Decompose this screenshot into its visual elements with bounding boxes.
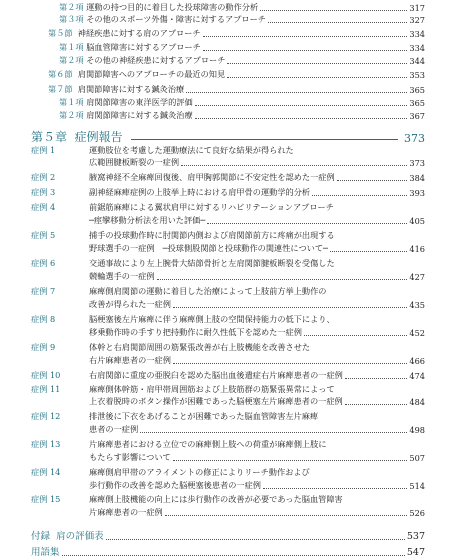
toc-entry-title: その他の神経疾患に対するアプローチ xyxy=(86,55,226,65)
case-page: 393 xyxy=(409,188,425,198)
toc-entry[interactable] xyxy=(59,2,425,13)
toc-entry-title: 肩関節障害に対する鍼灸治療 xyxy=(86,110,193,120)
case-line: 排泄後に下衣をあげることが困難であった脳血管障害左片麻痺 xyxy=(89,411,319,421)
toc-entry[interactable] xyxy=(59,14,425,25)
leader-dots xyxy=(181,165,407,166)
case-line-last: 野球選手の一症例 ─投球側股関節と投球動作の関連性について─ xyxy=(89,243,328,253)
case-line-last: 改善が得られた一症例 xyxy=(89,299,171,309)
case-label: 症例 2 xyxy=(31,172,56,182)
case-line-last: 上衣着脱時のボタン操作が困難であった脳梗塞左片麻痺患者の一症例 xyxy=(89,396,343,406)
case-label: 症例 5 xyxy=(31,230,56,240)
glossary-label: 用語集 xyxy=(31,547,60,558)
toc-entry-title: 神経疾患に対する肩のアプローチ xyxy=(77,28,201,38)
case-page: 435 xyxy=(409,300,425,310)
case-line-last: 広範囲腱板断裂の一症例 xyxy=(89,157,180,167)
case-line: 麻痺側肩甲帯のアライメントの修正によりリーチ動作および xyxy=(89,467,310,477)
case-line: 脳梗塞後左片麻痺に伴う麻痺側上肢の空間保持能力の低下により、 xyxy=(89,314,335,324)
leader-dots xyxy=(337,180,408,181)
case-label: 症例 9 xyxy=(31,342,56,352)
case-page: 474 xyxy=(409,371,425,381)
case-page: 452 xyxy=(409,328,425,338)
case-line-last: ─痙攣移動分析法を用いた評価─ xyxy=(89,215,206,225)
leader-dots xyxy=(165,515,408,516)
leader-dots xyxy=(312,195,407,196)
case-page: 384 xyxy=(409,173,425,183)
case-line-last: 右肩関節に重度の亜脱臼を認めた脳出血後遺症右片麻痺患者の一症例 xyxy=(89,370,343,380)
toc-entry-label: 第２項 xyxy=(59,110,84,120)
case-line: 体幹と右肩関節周囲の筋緊張改善が右上肢機能を改善させた xyxy=(89,342,311,352)
leader-dots xyxy=(345,378,408,379)
toc-entry[interactable] xyxy=(59,110,425,121)
toc-entry-title: 運動の持つ目的に着目した投球障害の動作分析 xyxy=(86,2,259,12)
case-label: 症例 4 xyxy=(31,202,56,212)
toc-entry-title: 肩関節障害へのアプローチの最近の知見 xyxy=(77,69,226,79)
case-line: 前鋸筋麻痺による翼状肩甲に対するリハビリテーションアプローチ xyxy=(89,202,334,212)
leader-dots xyxy=(173,307,407,308)
case-label: 症例 8 xyxy=(31,314,56,324)
leader-dots xyxy=(106,539,405,540)
leader-dots xyxy=(173,460,408,461)
leader-dots xyxy=(140,432,407,433)
case-label: 症例 7 xyxy=(31,286,56,296)
toc-entry-label: 第５節 xyxy=(48,28,73,38)
case-label: 症例 11 xyxy=(31,384,61,394)
leader-dots xyxy=(207,223,407,224)
appendix-title: 肩の評価表 xyxy=(56,531,104,542)
glossary-page: 547 xyxy=(406,547,425,558)
leader-dots xyxy=(157,279,408,280)
toc-entry-title: 脳血管障害に対するアプローチ xyxy=(86,42,201,52)
toc-entry-page: 365 xyxy=(409,98,425,108)
toc-entry-label: 第６節 xyxy=(48,69,73,79)
toc-entry-title: その他のスポーツ外傷・障害に対するアプローチ xyxy=(86,14,266,24)
case-page: 466 xyxy=(409,356,425,366)
toc-entry-label: 第１項 xyxy=(59,42,84,52)
case-label: 症例 1 xyxy=(31,145,56,155)
case-line: 片麻痺患者における立位での麻痺側上肢への荷重が麻痺側上肢に xyxy=(89,439,327,449)
chapter-label: 第５章 xyxy=(31,130,68,144)
chapter-title: 症例報告 xyxy=(74,130,123,144)
leader-dots xyxy=(195,105,408,106)
case-line: 交通事故により左上腕骨大結節骨折と左肩関節腱板断裂を受傷した xyxy=(89,258,335,268)
case-line-last: 患者の一症例 xyxy=(89,424,139,434)
toc-entry-label: 第３項 xyxy=(59,14,84,24)
toc-entry[interactable] xyxy=(59,55,425,66)
case-line: 麻痺側体幹筋・肩甲帯周囲筋および上肢筋群の筋緊張異常によって xyxy=(89,384,335,394)
leader-dots xyxy=(263,488,407,489)
leader-dots xyxy=(62,555,405,556)
toc-entry[interactable] xyxy=(48,84,425,95)
case-line-last: 右片麻痺患者の一症例 xyxy=(89,355,171,365)
appendix-entry[interactable] xyxy=(31,528,425,542)
case-page: 405 xyxy=(409,216,425,226)
leader-dots xyxy=(195,118,408,119)
case-page: 484 xyxy=(409,397,425,407)
toc-entry-page: 344 xyxy=(409,56,425,66)
toc-entry-page: 334 xyxy=(409,29,425,39)
toc-entry-page: 317 xyxy=(409,3,425,13)
chapter-page: 373 xyxy=(404,132,425,145)
toc-entry-title: 肩関節障害の東洋医学的評価 xyxy=(86,97,193,107)
toc-entry-title: 肩関節障害に対する鍼灸治療 xyxy=(77,84,185,94)
leader-dots xyxy=(345,404,408,405)
case-label: 症例 12 xyxy=(31,411,61,421)
toc-entry-label: 第２項 xyxy=(59,55,84,65)
case-line-last: 片麻痺患者の一症例 xyxy=(89,507,163,517)
toc-entry-page: 365 xyxy=(409,85,425,95)
glossary-entry[interactable] xyxy=(31,544,425,558)
toc-entry-page: 353 xyxy=(409,70,425,80)
leader-dots xyxy=(330,251,407,252)
case-line: 麻痺側上肢機能の向上には歩行動作の改善が必要であった脳血管障害 xyxy=(89,494,343,504)
toc-entry-page: 367 xyxy=(409,111,425,121)
toc-entry[interactable] xyxy=(48,69,425,80)
case-page: 507 xyxy=(409,453,425,463)
case-page: 526 xyxy=(409,508,425,518)
appendix-page: 537 xyxy=(406,531,425,542)
case-page: 427 xyxy=(409,272,425,282)
appendix-label: 付録 xyxy=(31,531,51,542)
leader-dots xyxy=(227,63,407,64)
chapter-heading[interactable] xyxy=(31,128,425,145)
toc-entry-page: 327 xyxy=(409,15,425,25)
case-page: 514 xyxy=(409,481,425,491)
case-line-last: 副神経麻痺症例の上肢挙上時における肩甲骨の運動学的分析 xyxy=(89,187,311,197)
toc-entry[interactable] xyxy=(59,42,425,53)
toc-entry-label: 第１項 xyxy=(59,97,84,107)
toc-entry-label: 第２項 xyxy=(59,2,84,12)
case-page: 373 xyxy=(409,158,425,168)
leader-dots xyxy=(186,92,407,93)
case-line: 運動肢位を考慮した運動療法にて良好な結果が得られた xyxy=(89,145,294,155)
leader-dots xyxy=(304,335,407,336)
toc-entry[interactable] xyxy=(59,97,425,108)
case-line-last: 腋窩神経不全麻痺回復後、肩甲胸郭関節に不安定性を認めた一症例 xyxy=(89,172,335,182)
case-label: 症例 10 xyxy=(31,370,61,380)
case-line-last: 歩行動作の改善を認めた脳梗塞後患者の一症例 xyxy=(89,480,261,490)
chapter-rule xyxy=(131,139,398,140)
case-line: 捕手の投球動作時に肘関節内側および肩関節前方に疼痛が出現する xyxy=(89,230,335,240)
case-line-last: 競輪選手の一症例 xyxy=(89,271,155,281)
toc-entry[interactable] xyxy=(48,28,425,39)
case-line: 麻痺側肩関節の運動に着目した治療によって上肢前方挙上動作の xyxy=(89,286,327,296)
case-label: 症例 3 xyxy=(31,187,56,197)
case-label: 症例 15 xyxy=(31,494,61,504)
case-label: 症例 13 xyxy=(31,439,61,449)
leader-dots xyxy=(227,77,407,78)
leader-dots xyxy=(268,22,407,23)
case-label: 症例 6 xyxy=(31,258,56,268)
case-label: 症例 14 xyxy=(31,467,61,477)
case-line-last: 移乗動作時の手すり把持動作に耐久性低下を認めた一症例 xyxy=(89,327,302,337)
toc-entry-page: 334 xyxy=(409,43,425,53)
leader-dots xyxy=(173,363,407,364)
case-line-last: もたらす影響について xyxy=(89,452,171,462)
leader-dots xyxy=(203,36,408,37)
leader-dots xyxy=(203,50,408,51)
leader-dots xyxy=(260,10,407,11)
case-page: 498 xyxy=(409,425,425,435)
case-page: 416 xyxy=(409,244,425,254)
toc-entry-label: 第７節 xyxy=(48,84,73,94)
